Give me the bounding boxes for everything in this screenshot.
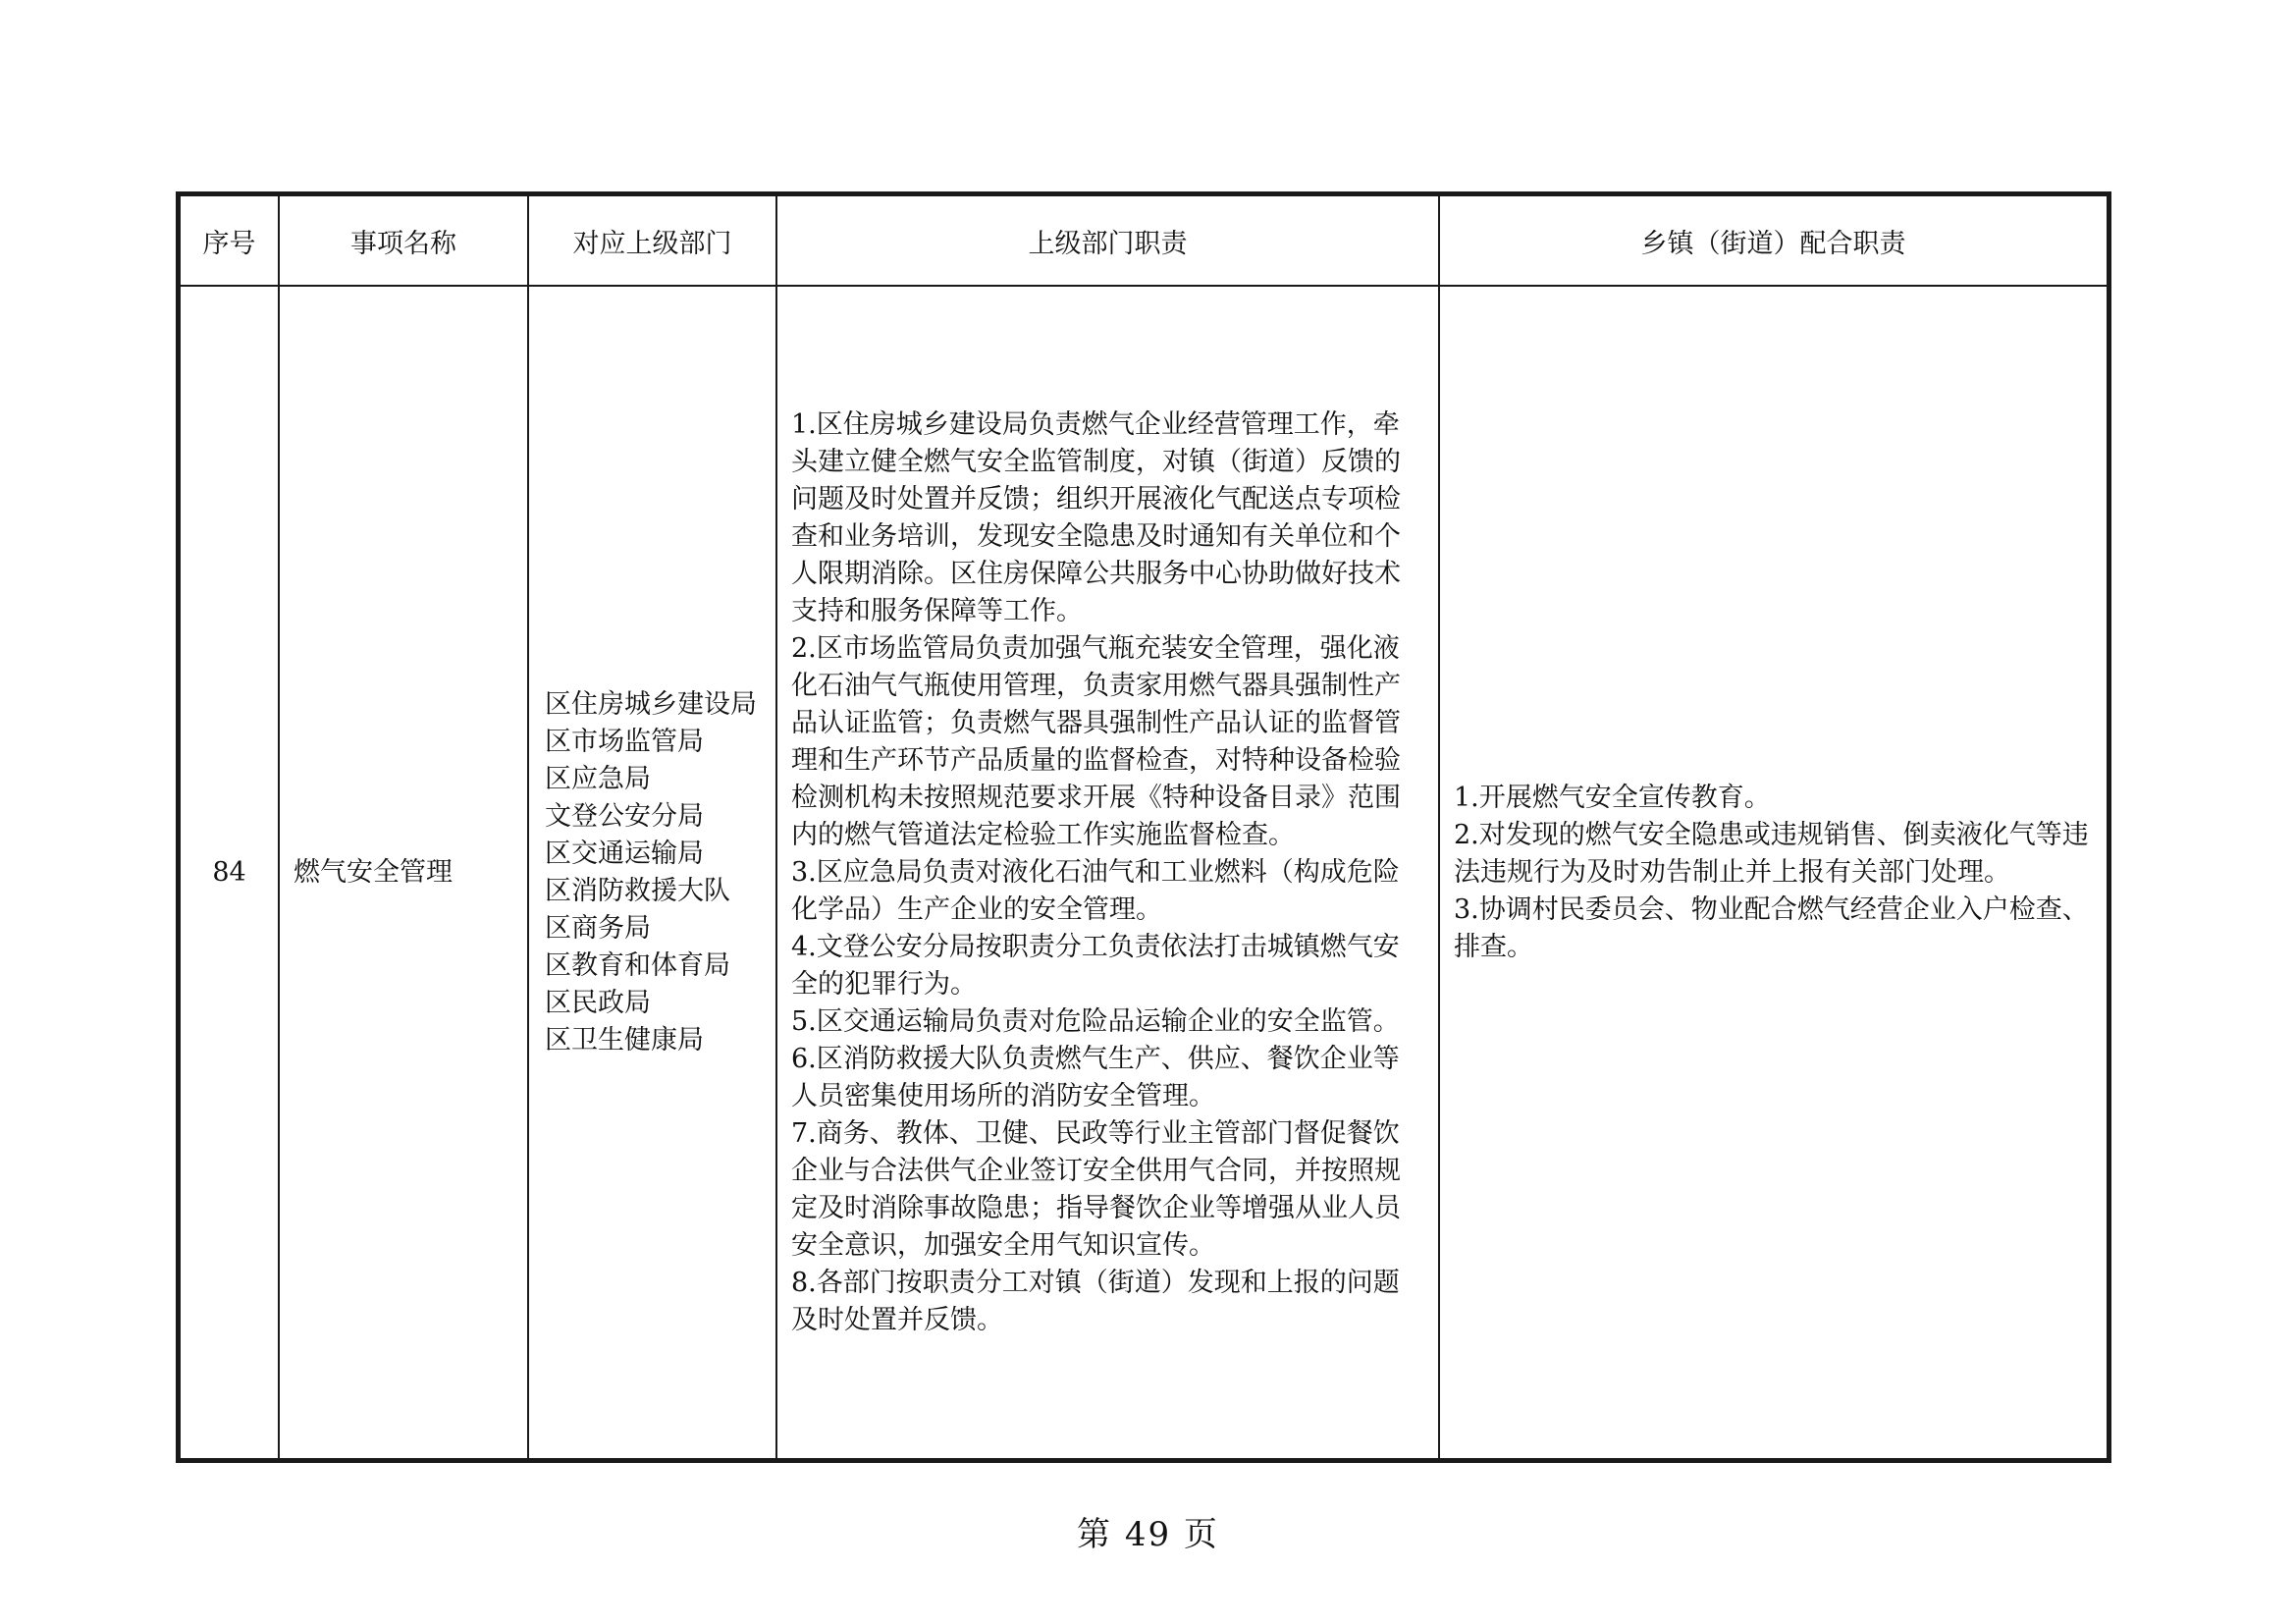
- responsibility-item: 3.区应急局负责对液化石油气和工业燃料（构成危险化学品）生产企业的安全管理。: [791, 856, 1400, 925]
- cell-responsibilities: [776, 286, 1439, 1459]
- table-header-row: [180, 195, 2108, 286]
- department-item: 区卫生健康局: [545, 1024, 704, 1056]
- cooperation-item: 1.开展燃气安全宣传教育。: [1454, 782, 1771, 813]
- department-item: 区商务局: [545, 912, 651, 944]
- responsibility-item: 2.区市场监管局负责加强气瓶充装安全管理，强化液化石油气气瓶使用管理，负责家用燃气器具强制性产品认证监管；负责燃气器具强制性产品认证的监督管理和生产环节产品质量的监督检查，对特种设备检验检测机构未按照规范要求开展《特种设备目录》范围内的燃气管道法定检验工作实施监督检查。: [791, 632, 1401, 850]
- responsibility-item: 1.区住房城乡建设局负责燃气企业经营管理工作，牵头建立健全燃气安全监管制度，对镇（街道）反馈的问题及时处置并反馈；组织开展液化气配送点专项检查和业务培训，发现安全隐患及时通知有关单位和个人限期消除。区住房保障公共服务中心协助做好技术支持和服务保障等工作。: [791, 408, 1401, 626]
- header-responsibilities: 上级部门职责: [776, 195, 1439, 286]
- header-cooperation: 乡镇（街道）配合职责: [1439, 195, 2108, 286]
- department-item: 区住房城乡建设局: [545, 688, 757, 720]
- page-number: 第 49 页: [1077, 1515, 1219, 1554]
- responsibility-item: 5.区交通运输局负责对危险品运输企业的安全监管。: [791, 1005, 1400, 1037]
- department-item: 文登公安分局: [545, 800, 704, 832]
- duty-table: [179, 194, 2109, 1460]
- cell-cooperation: [1439, 286, 2108, 1459]
- responsibility-item: 8.各部门按职责分工对镇（街道）发现和上报的问题及时处置并反馈。: [791, 1267, 1400, 1335]
- department-item: 区市场监管局: [545, 726, 704, 757]
- header-department: 对应上级部门: [528, 195, 776, 286]
- cell-item-name: 燃气安全管理: [279, 286, 528, 1459]
- department-item: 区应急局: [545, 763, 651, 794]
- cooperation-item: 2.对发现的燃气安全隐患或违规销售、倒卖液化气等违法违规行为及时劝告制止并上报有关部门处理。: [1454, 819, 2089, 888]
- department-item: 区教育和体育局: [545, 949, 730, 981]
- cooperation-item: 3.协调村民委员会、物业配合燃气经营企业入户检查、排查。: [1454, 893, 2089, 962]
- table-row: [180, 286, 2108, 1459]
- responsibility-item: 4.文登公安分局按职责分工负责依法打击城镇燃气安全的犯罪行为。: [791, 931, 1400, 1000]
- responsibility-item: 7.商务、教体、卫健、民政等行业主管部门督促餐饮企业与合法供气企业签订安全供用气合同，并按照规定及时消除事故隐患；指导餐饮企业等增强从业人员安全意识，加强安全用气知识宣传。: [791, 1117, 1401, 1261]
- department-item: 区交通运输局: [545, 838, 704, 869]
- header-no: 序号: [180, 195, 279, 286]
- header-item-name: 事项名称: [279, 195, 528, 286]
- cell-departments: [528, 286, 776, 1459]
- department-item: 区消防救援大队: [545, 875, 730, 906]
- cell-no: 84: [180, 286, 279, 1459]
- responsibility-item: 6.区消防救援大队负责燃气生产、供应、餐饮企业等人员密集使用场所的消防安全管理。: [791, 1043, 1400, 1111]
- department-item: 区民政局: [545, 987, 651, 1018]
